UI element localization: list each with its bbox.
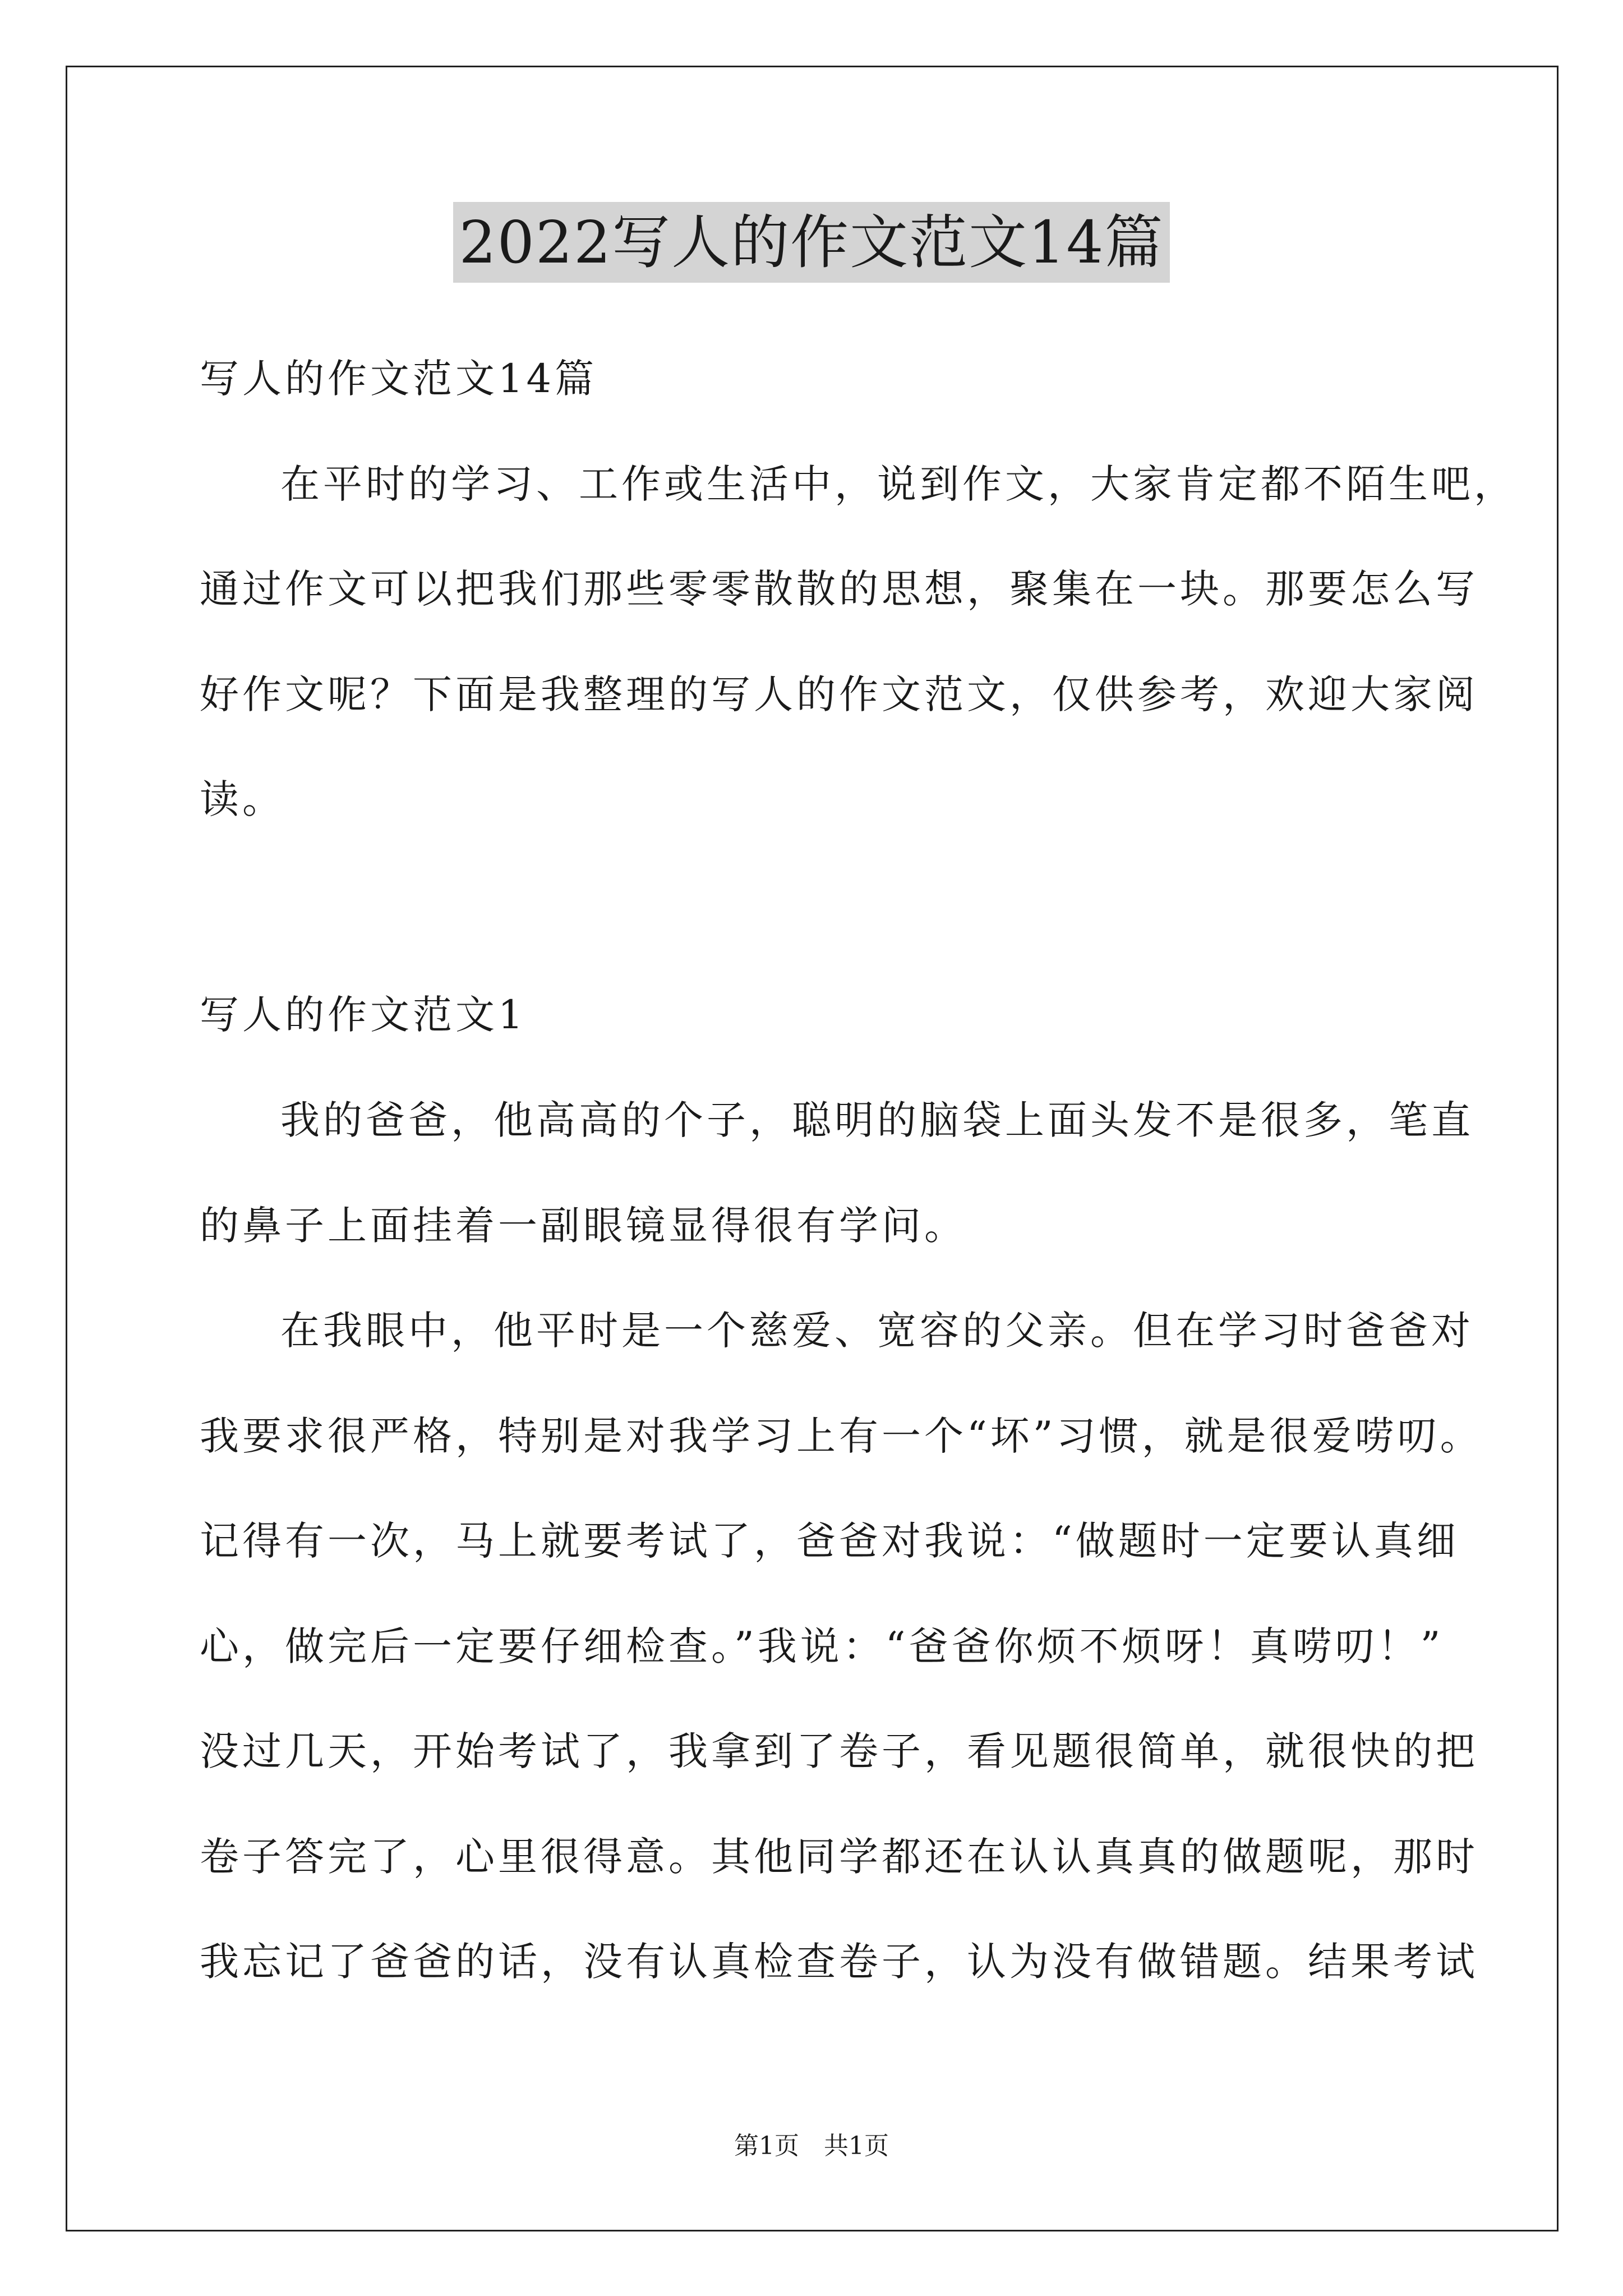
title-container	[0, 202, 1623, 283]
para2-line-2: 我要求很严格，特别是对我学习上有一个“坏”习惯，就是很爱唠叨。	[200, 1413, 1483, 1459]
document-title: 2022写人的作文范文14篇	[453, 202, 1169, 283]
para1-line-1: 我的爸爸，他高高的个子，聪明的脑袋上面头发不是很多，笔直	[280, 1097, 1474, 1143]
para2-line-4: 心，做完后一定要仔细检查。”我说：“爸爸你烦不烦呀！真唠叨！”	[200, 1623, 1444, 1669]
para2-line-6: 卷子答完了，心里很得意。其他同学都还在认认真真的做题呢，那时	[200, 1834, 1478, 1880]
intro-line-2: 通过作文可以把我们那些零零散散的思想，聚集在一块。那要怎么写	[200, 566, 1478, 612]
section-heading: 写人的作文范文1	[200, 992, 527, 1038]
para2-line-7: 我忘记了爸爸的话，没有认真检查卷子，认为没有做错题。结果考试	[200, 1939, 1478, 1985]
para2-line-1: 在我眼中，他平时是一个慈爱、宽容的父亲。但在学习时爸爸对	[280, 1308, 1474, 1354]
para2-line-3: 记得有一次，马上就要考试了，爸爸对我说：“做题时一定要认真细	[200, 1518, 1459, 1564]
para1-line-2: 的鼻子上面挂着一副眼镜显得很有学问。	[200, 1203, 967, 1249]
document-subtitle: 写人的作文范文14篇	[200, 356, 598, 402]
para2-line-5: 没过几天，开始考试了，我拿到了卷子，看见题很简单，就很快的把	[200, 1728, 1478, 1774]
intro-line-1: 在平时的学习、工作或生活中，说到作文，大家肯定都不陌生吧，	[280, 461, 1516, 507]
intro-line-3: 好作文呢？下面是我整理的写人的作文范文，仅供参考，欢迎大家阅	[200, 671, 1478, 717]
page-footer: 第1页 共1页	[734, 2132, 889, 2160]
intro-line-4: 读。	[200, 776, 285, 822]
